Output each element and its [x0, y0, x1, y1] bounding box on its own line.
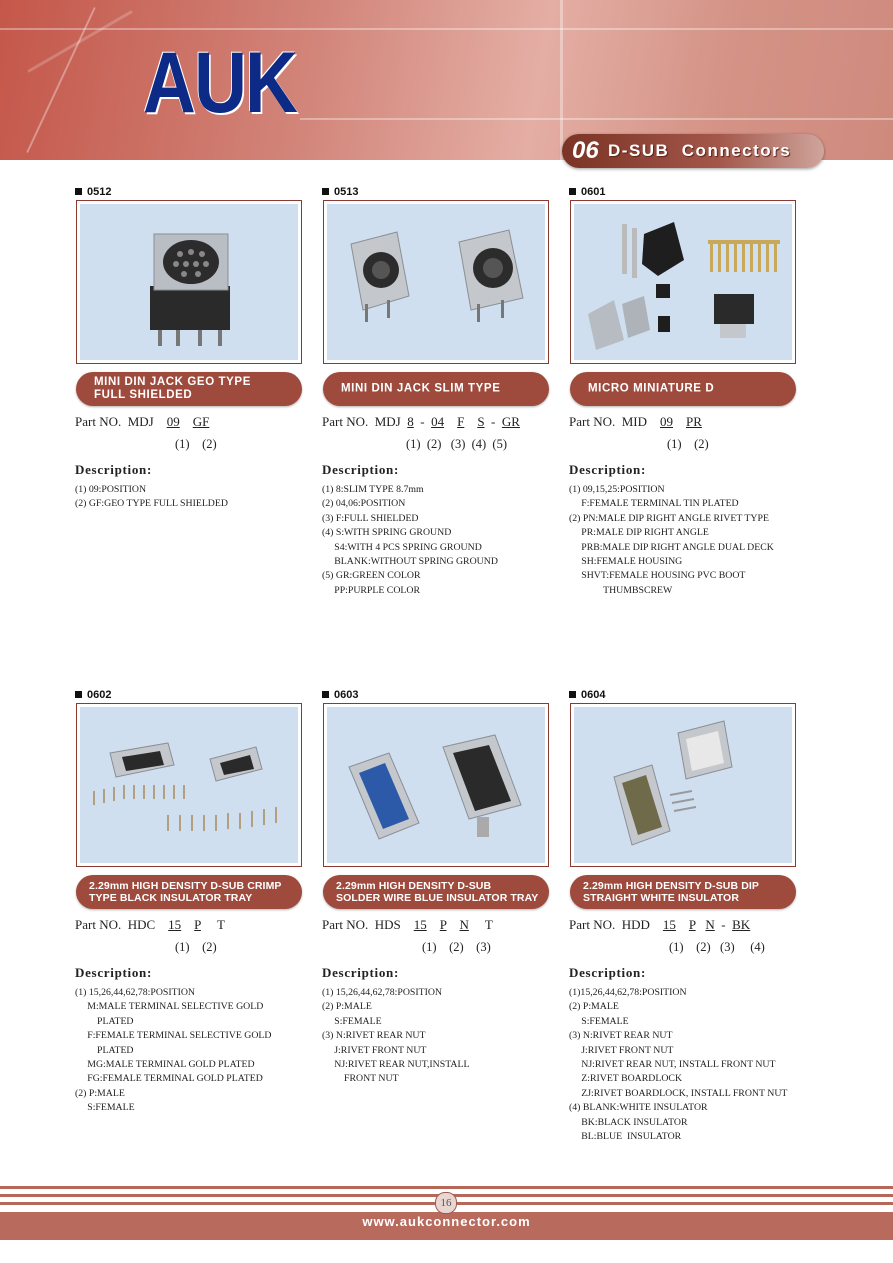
section-title: D-SUB Connectors	[608, 141, 792, 160]
product-title-banner: 2.29mm HIGH DENSITY D-SUB SOLDER WIRE BLUE INSULATOR TRAY	[323, 875, 549, 909]
product-code: 0601	[569, 186, 605, 198]
description-text: (1) 15,26,44,62,78:POSITION (2) P:MALE S:FEMALE (3) N:RIVET REAR NUT J:RIVET FRONT NUT NJ:RIVET REAR NUT,INSTALL FRONT NUT	[322, 987, 470, 1085]
part-number: Part NO. HDC 15 P T	[75, 917, 225, 932]
product-code: 0604	[569, 689, 605, 701]
auk-logo: AUK	[143, 35, 297, 131]
website-link[interactable]: www.aukconnector.com	[362, 1214, 531, 1229]
product-title-banner: 2.29mm HIGH DENSITY D-SUB DIP STRAIGHT WHITE INSULATOR	[570, 875, 796, 909]
product-photo	[323, 200, 549, 364]
description-text: (1)15,26,44,62,78:POSITION (2) P:MALE S:FEMALE (3) N:RIVET REAR NUT J:RIVET FRONT NUT NJ:RIVET REAR NUT, INSTALL FRONT NUT Z:RIVET BOARDLOCK ZJ:RIVET BOARDLOCK, INSTALL FRONT NUT (4) BLANK:WHITE INSULATOR BK:BLACK INSULATOR BL:BLUE INSULATOR	[569, 987, 788, 1143]
product-photo	[76, 200, 302, 364]
description-text: (1) 15,26,44,62,78:POSITION M:MALE TERMINAL SELECTIVE GOLD PLATED F:FEMALE TERMINAL SELECTIVE GOLD PLATED MG:MALE TERMINAL GOLD PLATED FG:FEMALE TERMINAL GOLD PLATED (2) P:MALE S:FEMALE	[75, 987, 272, 1114]
product-code: 0602	[75, 689, 111, 701]
product-code: 0512	[75, 186, 111, 198]
product-title-banner: MICRO MINIATURE D	[570, 372, 796, 406]
description-text: (1) 09,15,25:POSITION F:FEMALE TERMINAL TIN PLATED (2) PN:MALE DIP RIGHT ANGLE RIVET TYPE PR:MALE DIP RIGHT ANGLE PRB:MALE DIP RIGHT ANGLE DUAL DECK SH:FEMALE HOUSING SHVT:FEMALE HOUSING PVC BOOT THUMBSCREW	[569, 484, 774, 596]
part-number-indices: (1) (2)	[667, 437, 709, 451]
part-number-indices: (1) (2) (3) (4)	[669, 940, 765, 954]
product-photo	[570, 703, 796, 867]
page-number: 16	[435, 1192, 457, 1214]
part-number-indices: (1) (2)	[175, 940, 217, 954]
description-heading: Description:	[75, 965, 152, 980]
description-heading: Description:	[322, 462, 399, 477]
part-number: Part NO. HDD 15 P N - BK	[569, 917, 751, 932]
part-number: Part NO. MDJ 8 - 04 F S - GR	[322, 414, 520, 429]
section-header	[562, 134, 824, 168]
section-number: 06	[572, 137, 599, 164]
product-photo	[570, 200, 796, 364]
part-number: Part NO. MDJ 09 GF	[75, 414, 210, 429]
description-text: (1) 09:POSITION (2) GF:GEO TYPE FULL SHIELDED	[75, 484, 228, 510]
product-title-banner: 2.29mm HIGH DENSITY D-SUB CRIMP TYPE BLACK INSULATOR TRAY	[76, 875, 302, 909]
product-code: 0603	[322, 689, 358, 701]
description-heading: Description:	[569, 965, 646, 980]
description-heading: Description:	[75, 462, 152, 477]
product-title-banner: MINI DIN JACK SLIM TYPE	[323, 372, 549, 406]
part-number: Part NO. MID 09 PR	[569, 414, 702, 429]
part-number-indices: (1) (2) (3) (4) (5)	[406, 437, 508, 451]
product-code: 0513	[322, 186, 358, 198]
part-number-indices: (1) (2) (3)	[422, 940, 491, 954]
product-photo	[323, 703, 549, 867]
product-photo	[76, 703, 302, 867]
description-heading: Description:	[322, 965, 399, 980]
description-text: (1) 8:SLIM TYPE 8.7mm (2) 04,06:POSITION (3) F:FULL SHIELDED (4) S:WITH SPRING GROUND S4:WITH 4 PCS SPRING GROUND BLANK:WITHOUT SPRING GROUND (5) GR:GREEN COLOR PP:PURPLE COLOR	[322, 484, 498, 596]
description-heading: Description:	[569, 462, 646, 477]
product-title-banner: MINI DIN JACK GEO TYPE FULL SHIELDED	[76, 372, 302, 406]
part-number-indices: (1) (2)	[175, 437, 217, 451]
part-number: Part NO. HDS 15 P N T	[322, 917, 493, 932]
